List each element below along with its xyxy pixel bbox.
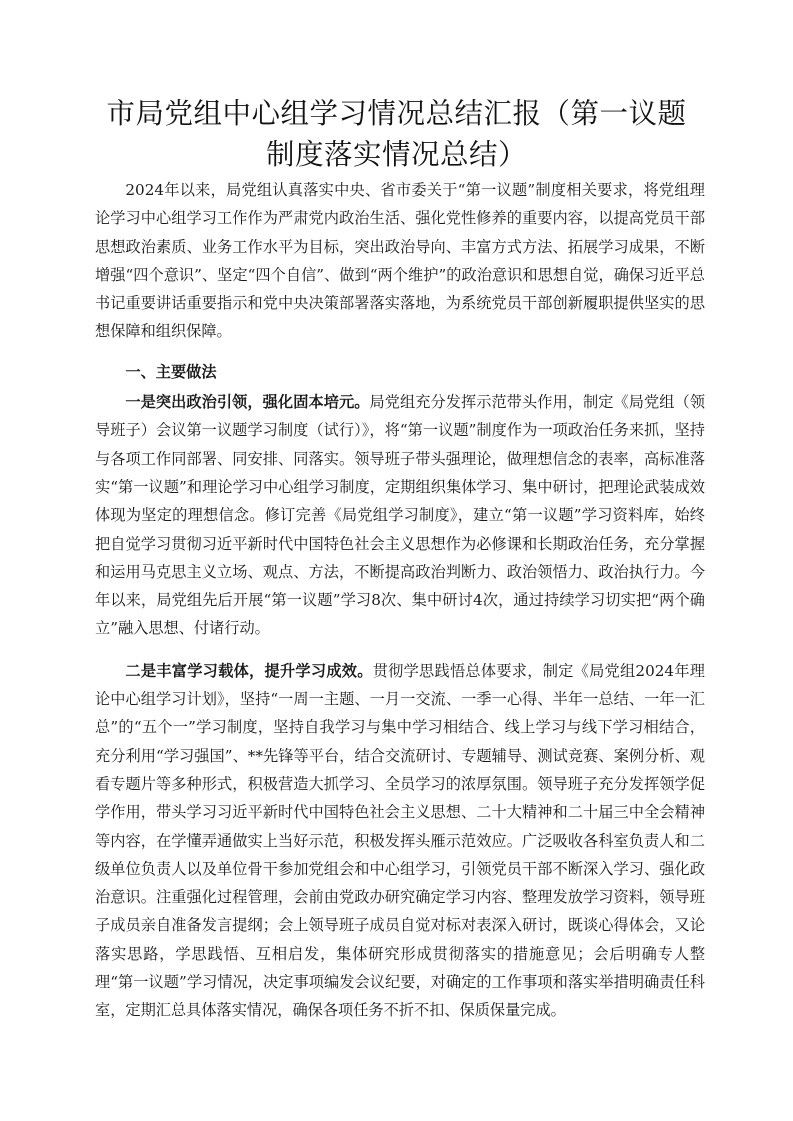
- paragraph-lead-learning-carriers: 二是丰富学习载体，提升学习成效。: [125, 661, 373, 680]
- paragraph-political-guidance: [95, 388, 705, 643]
- paragraph-body-learning-carriers: 贯彻学思践悟总体要求，制定《局党组2024年理论中心组学习计划》，坚持“一周一主题、一月一交流、一季一心得、半年一总结、一年一汇总”的“五个一”学习制度，坚持自我学习与集中学习相结合、线上学习与线下学习相结合，充分利用“学习强国”、**先锋等平台，结合交流研讨、专题辅导、测试竞赛、案例分析、观看专题片等多种形式，积极营造大抓学习、全员学习的浓厚氛围。领导班子充分发挥领学促学作用，带头学习习近平新时代中国特色社会主义思想、二十大精神和二十届三中全会精神等内容，在学懂弄通做实上当好示范，积极发挥头雁示范效应。广泛吸收各科室负责人和二级单位负责人以及单位骨干参加党组会和中心组学习，引领党员干部不断深入学习、强化政治意识。注重强化过程管理，会前由党政办研究确定学习内容、整理发放学习资料，领导班子成员亲自准备发言提纲；会上领导班子成员自觉对标对表深入研讨，既谈心得体会，又论落实思路，学思践悟、互相启发，集体研究形成贯彻落实的措施意见；会后明确专人整理“第一议题”学习情况，决定事项编发会议纪要，对确定的工作事项和落实举措明确责任科室，定期汇总具体落实情况，确保各项任务不折不扣、保质保量完成。: [95, 661, 705, 1020]
- paragraph-lead-political-guidance: 一是突出政治引领，强化固本培元。: [125, 393, 370, 412]
- paragraph-body-political-guidance: 局党组充分发挥示范带头作用，制定《局党组（领导班子）会议第一议题学习制度（试行）》，将“第一议题”制度作为一项政治任务来抓，坚持与各项工作同部署、同安排、同落实。领导班子带头强理论，做理想信念的表率，高标准落实“第一议题”和理论学习中心组学习制度，定期组织集体学习、集中研讨，把理论武装成效体现为坚定的理想信念。修订完善《局党组学习制度》，建立“第一议题”学习资料库，始终把自觉学习贯彻习近平新时代中国特色社会主义思想作为必修课和长期政治任务，充分掌握和运用马克思主义立场、观点、方法，不断提高政治判断力、政治领悟力、政治执行力。今年以来，局党组先后开展“第一议题”学习8次、集中研讨4次，通过持续学习切实把“两个确立”融入思想、付诸行动。: [95, 393, 706, 638]
- intro-paragraph: 2024年以来，局党组认真落实中央、省市委关于“第一议题”制度相关要求，将党组理论学习中心组学习工作作为严肃党内政治生活、强化党性修养的重要内容，以提高党员干部思想政治素质、业务工作水平为目标，突出政治导向、丰富方式方法、拓展学习成果，不断增强“四个意识”、坚定“四个自信”、做到“两个维护”的政治意识和思想自觉，确保习近平总书记重要讲话重要指示和党中央决策部署落实落地，为系统党员干部创新履职提供坚实的思想保障和组织保障。: [95, 181, 705, 341]
- paragraph-learning-carriers: [95, 657, 705, 1025]
- document-title-line-2: 制度落实情况总结）: [265, 138, 527, 171]
- document-title-line-1: 市局党组中心组学习情况总结汇报（第一议题: [106, 97, 687, 130]
- document-body: [95, 176, 705, 1025]
- section-heading-main-practices: 一、主要做法: [125, 362, 217, 381]
